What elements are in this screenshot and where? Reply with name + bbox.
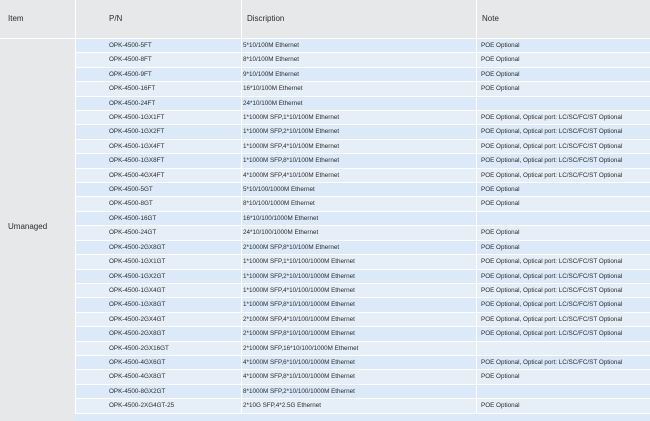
description-cell: 2*1000M SFP,8*10/100M Ethernet <box>243 243 340 251</box>
pn-cell: OPK-4500-2GX4GT <box>109 315 166 323</box>
header-note: Note <box>482 14 499 23</box>
note-cell: POE Optional, Optical port: LC/SC/FC/ST Optional <box>481 315 623 323</box>
description-cell: 1*1000M SFP,8*10/100M Ethernet <box>243 157 340 165</box>
pn-cell: OPK-4500-8GT <box>109 200 153 208</box>
table-row <box>76 68 650 82</box>
pn-cell: OPK-4500-1GX2GT <box>109 272 166 280</box>
table-row <box>76 370 650 384</box>
description-cell: 2*1000M SFP,8*10/100/1000M Ethernet <box>243 330 355 338</box>
header-description: Discription <box>247 14 285 23</box>
pn-cell: OPK-4500-1GX1FT <box>109 114 165 122</box>
table-row <box>76 313 650 327</box>
pn-cell: OPK-4500-4GX4FT <box>109 171 165 179</box>
description-cell: 5*10/100M Ethernet <box>243 42 300 49</box>
table-row <box>76 111 650 125</box>
description-cell: 16*10/100/1000M Ethernet <box>243 214 319 222</box>
note-cell: POE Optional <box>481 243 520 251</box>
table-row <box>76 212 650 226</box>
pn-cell: OPK-4500-5FT <box>109 42 152 49</box>
description-cell: 1*1000M SFP,8*10/100/1000M Ethernet <box>243 301 355 309</box>
note-cell: POE Optional <box>481 70 520 78</box>
description-cell: 24*10/100M Ethernet <box>243 99 303 107</box>
table-row <box>76 399 650 413</box>
pn-cell: OPK-4500-1GX8GT <box>109 301 166 309</box>
note-cell: POE Optional, Optical port: LC/SC/FC/ST Optional <box>481 358 623 366</box>
table-row <box>76 270 650 284</box>
note-cell: POE Optional <box>481 85 520 93</box>
table-row <box>76 97 650 111</box>
note-cell: POE Optional <box>481 42 520 49</box>
note-cell: POE Optional, Optical port: LC/SC/FC/ST Optional <box>481 330 623 338</box>
description-cell: 1*1000M SFP,2*10/100/1000M Ethernet <box>243 272 355 280</box>
table-row <box>76 342 650 356</box>
note-cell: POE Optional <box>481 200 520 208</box>
table-continuation <box>0 414 650 421</box>
description-cell: 4*1000M SFP,6*10/100/1000M Ethernet <box>243 358 355 366</box>
table-row <box>76 183 650 197</box>
header-item: Item <box>8 14 24 23</box>
description-cell: 1*1000M SFP,1*10/100/1000M Ethernet <box>243 258 355 266</box>
description-cell: 4*1000M SFP,8*10/100/1000M Ethernet <box>243 373 355 381</box>
description-cell: 2*1000M SFP,4*10/100/1000M Ethernet <box>243 315 355 323</box>
note-cell: POE Optional <box>481 229 520 237</box>
note-cell: POE Optional <box>481 402 520 410</box>
table-row <box>76 82 650 96</box>
header-pn: P/N <box>109 14 123 23</box>
group-cell <box>0 39 75 414</box>
pn-cell: OPK-4500-16FT <box>109 85 156 93</box>
description-cell: 1*1000M SFP,4*10/100/1000M Ethernet <box>243 286 355 294</box>
description-cell: 1*1000M SFP,1*10/100M Ethernet <box>243 114 340 122</box>
table-row <box>76 154 650 168</box>
table-body <box>76 39 650 414</box>
group-cell-continuation <box>0 414 75 421</box>
table-row <box>76 327 650 341</box>
description-cell: 4*1000M SFP,4*10/100M Ethernet <box>243 171 340 179</box>
note-cell: POE Optional, Optical port: LC/SC/FC/ST Optional <box>481 171 623 179</box>
note-cell: POE Optional, Optical port: LC/SC/FC/ST Optional <box>481 286 623 294</box>
pn-cell: OPK-4500-4GX8GT <box>109 373 166 381</box>
pn-cell: OPK-4500-1GX2FT <box>109 128 165 136</box>
pn-cell: OPK-4500-1GX4FT <box>109 142 165 150</box>
note-cell: POE Optional <box>481 373 520 381</box>
column-divider <box>75 0 76 421</box>
pn-cell: OPK-4500-4GX6GT <box>109 358 166 366</box>
note-cell: POE Optional, Optical port: LC/SC/FC/ST Optional <box>481 142 623 150</box>
pn-cell: OPK-4500-9FT <box>109 70 152 78</box>
description-cell: 2*10G SFP,4*2.5G Ethernet <box>243 402 321 410</box>
pn-cell: OPK-4500-5GT <box>109 186 153 194</box>
pn-cell: OPK-4500-2XG4GT-25 <box>109 402 175 410</box>
description-cell: 24*10/100/1000M Ethernet <box>243 229 319 237</box>
table-row <box>76 53 650 67</box>
note-cell: POE Optional, Optical port: LC/SC/FC/ST Optional <box>481 301 623 309</box>
pn-cell: OPK-4500-24GT <box>109 229 157 237</box>
description-cell: 8*1000M SFP,2*10/100/1000M Ethernet <box>243 387 355 395</box>
description-cell: 8*10/100M Ethernet <box>243 56 300 64</box>
description-cell: 5*10/100/1000M Ethernet <box>243 186 315 194</box>
column-divider <box>476 0 477 421</box>
table-header <box>0 0 650 38</box>
note-cell: POE Optional, Optical port: LC/SC/FC/ST Optional <box>481 157 623 165</box>
table-row <box>76 255 650 269</box>
table-row <box>76 169 650 183</box>
pn-cell: OPK-4500-2GX16GT <box>109 344 169 352</box>
note-cell: POE Optional <box>481 186 520 194</box>
pn-cell: OPK-4500-1GX4GT <box>109 286 166 294</box>
note-cell: POE Optional, Optical port: LC/SC/FC/ST Optional <box>481 258 623 266</box>
note-cell: POE Optional, Optical port: LC/SC/FC/ST Optional <box>481 114 623 122</box>
table-row <box>76 140 650 154</box>
pn-cell: OPK-4500-24FT <box>109 99 156 107</box>
table-row <box>76 226 650 240</box>
note-cell: POE Optional, Optical port: LC/SC/FC/ST Optional <box>481 128 623 136</box>
table-row <box>76 298 650 312</box>
column-divider <box>241 0 242 421</box>
pn-cell: OPK-4500-1GX1GT <box>109 258 166 266</box>
table-row <box>76 241 650 255</box>
description-cell: 9*10/100M Ethernet <box>243 70 300 78</box>
table-row <box>76 385 650 399</box>
description-cell: 8*10/100/1000M Ethernet <box>243 200 315 208</box>
group-label: Umanaged <box>8 222 48 231</box>
pn-cell: OPK-4500-2GX8GT <box>109 330 166 338</box>
pn-cell: OPK-4500-8GX2GT <box>109 387 166 395</box>
note-cell: POE Optional <box>481 56 520 64</box>
pn-cell: OPK-4500-16GT <box>109 214 157 222</box>
description-cell: 1*1000M SFP,4*10/100M Ethernet <box>243 142 340 150</box>
pn-cell: OPK-4500-8FT <box>109 56 152 64</box>
description-cell: 1*1000M SFP,2*10/100M Ethernet <box>243 128 340 136</box>
description-cell: 16*10/100M Ethernet <box>243 85 303 93</box>
table-row <box>76 197 650 211</box>
note-cell: POE Optional, Optical port: LC/SC/FC/ST Optional <box>481 272 623 280</box>
pn-cell: OPK-4500-2GX8GT <box>109 243 166 251</box>
description-cell: 2*1000M SFP,16*10/100/1000M Ethernet <box>243 344 359 352</box>
pn-cell: OPK-4500-1GX8FT <box>109 157 165 165</box>
table-row <box>76 39 650 53</box>
table-row <box>76 125 650 139</box>
table-row <box>76 284 650 298</box>
table-row <box>76 356 650 370</box>
